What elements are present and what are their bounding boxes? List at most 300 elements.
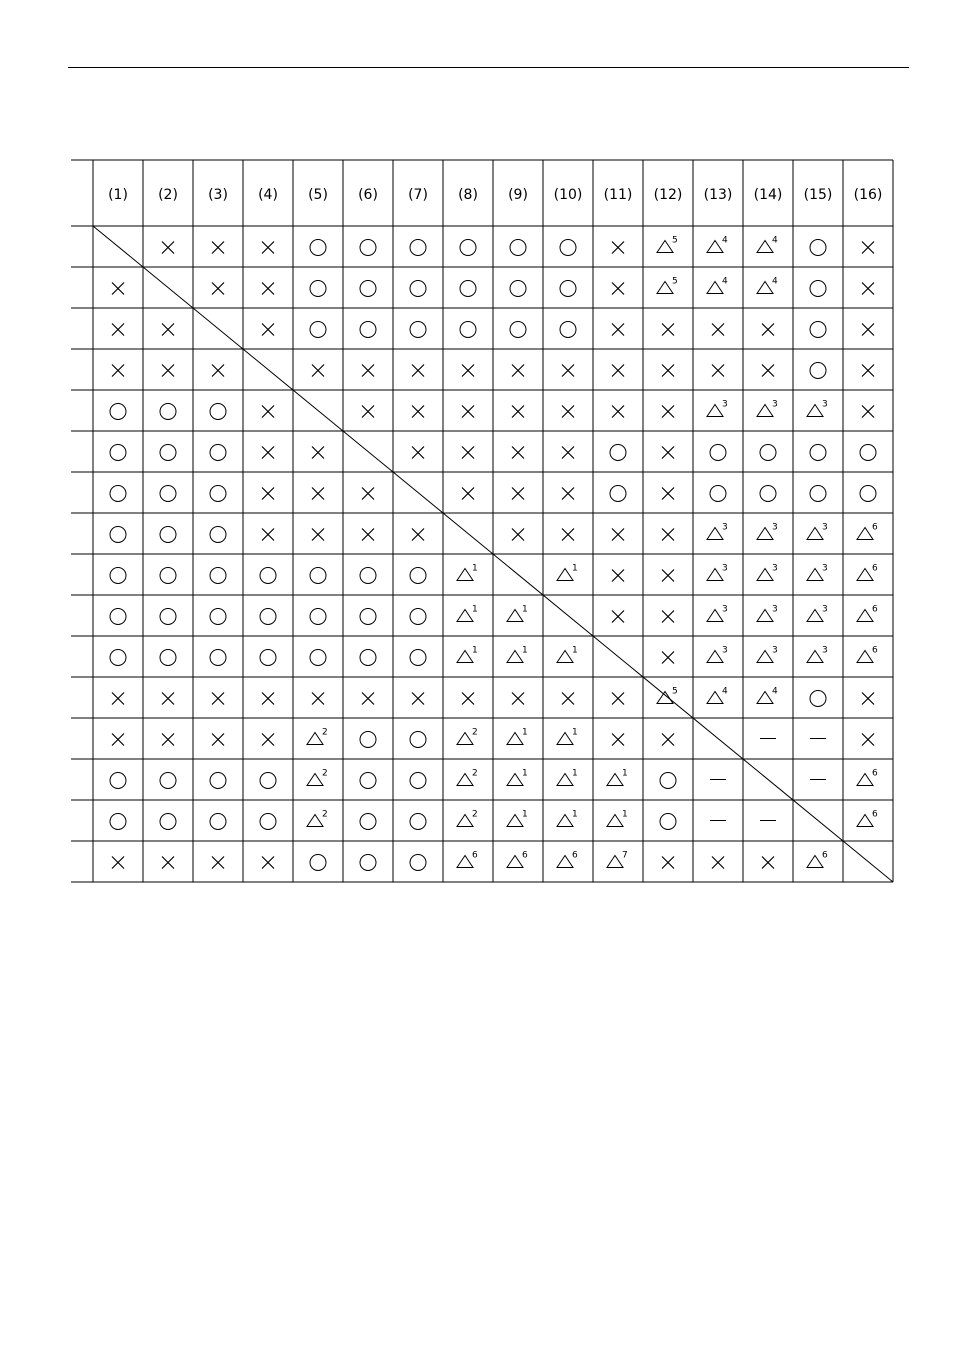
triangle-icon: [457, 856, 473, 868]
superscript: 2: [472, 809, 478, 820]
circle-icon: [110, 404, 126, 420]
triangle-icon: [507, 610, 523, 622]
matrix-cell: [262, 529, 274, 541]
matrix-cell: [307, 810, 328, 827]
matrix-cell: [210, 445, 226, 461]
triangle-icon: [807, 856, 823, 868]
matrix-cell: [757, 277, 778, 294]
matrix-cell: [710, 445, 726, 461]
triangle-icon: [807, 405, 823, 417]
circle-icon: [110, 486, 126, 502]
matrix-cell: [312, 693, 324, 705]
matrix-cell: [310, 568, 326, 584]
matrix-cell: [757, 646, 778, 663]
triangle-icon: [707, 241, 723, 253]
triangle-icon: [807, 528, 823, 540]
matrix-cell: [707, 687, 728, 704]
matrix-cell: [862, 283, 874, 295]
matrix-cell: [707, 605, 728, 622]
superscript: 6: [872, 768, 878, 779]
triangle-icon: [457, 774, 473, 786]
matrix-cell: [410, 814, 426, 830]
cross-icon: [862, 734, 874, 746]
triangle-icon: [657, 692, 673, 704]
cross-icon: [612, 529, 624, 541]
cross-icon: [662, 734, 674, 746]
circle-icon: [510, 322, 526, 338]
matrix-cell: [810, 281, 826, 297]
column-header: (5): [308, 187, 328, 203]
matrix-cell: [260, 609, 276, 625]
superscript: 6: [472, 850, 478, 861]
matrix-cell: [160, 609, 176, 625]
circle-icon: [260, 814, 276, 830]
superscript: 4: [772, 235, 778, 246]
circle-icon: [560, 281, 576, 297]
column-header: (6): [358, 187, 378, 203]
matrix-cell: [260, 650, 276, 666]
superscript: 1: [522, 645, 528, 656]
circle-icon: [160, 650, 176, 666]
circle-icon: [810, 363, 826, 379]
superscript: 2: [322, 768, 328, 779]
column-header: (7): [408, 187, 428, 203]
superscript: 4: [772, 686, 778, 697]
cross-icon: [262, 283, 274, 295]
cross-icon: [162, 734, 174, 746]
matrix-cell: [360, 773, 376, 789]
matrix-cell: [857, 646, 878, 663]
matrix-cell: [457, 646, 478, 663]
matrix-cell: [707, 400, 728, 417]
matrix-cell: [210, 527, 226, 543]
circle-icon: [410, 814, 426, 830]
column-header: (3): [208, 187, 228, 203]
cross-icon: [112, 734, 124, 746]
matrix-cell: [210, 404, 226, 420]
triangle-icon: [707, 610, 723, 622]
circle-icon: [160, 527, 176, 543]
circle-icon: [810, 281, 826, 297]
cross-icon: [112, 283, 124, 295]
circle-icon: [360, 281, 376, 297]
matrix-cell: [762, 857, 774, 869]
matrix-cell: [612, 324, 624, 336]
circle-icon: [110, 773, 126, 789]
triangle-icon: [457, 815, 473, 827]
triangle-icon: [757, 282, 773, 294]
cross-icon: [212, 693, 224, 705]
triangle-icon: [557, 569, 573, 581]
matrix-cell: [662, 857, 674, 869]
triangle-icon: [557, 651, 573, 663]
matrix-cell: [310, 322, 326, 338]
matrix-cell: [262, 447, 274, 459]
matrix-cell: [862, 242, 874, 254]
matrix-cell: [162, 242, 174, 254]
matrix-cell: [160, 773, 176, 789]
matrix-cell: [110, 445, 126, 461]
cross-icon: [662, 611, 674, 623]
matrix-cell: [410, 855, 426, 871]
matrix-cell: [362, 406, 374, 418]
circle-icon: [110, 609, 126, 625]
circle-icon: [360, 773, 376, 789]
cross-icon: [262, 324, 274, 336]
circle-icon: [310, 281, 326, 297]
matrix-cell: [662, 570, 674, 582]
circle-icon: [460, 240, 476, 256]
superscript: 3: [772, 645, 778, 656]
matrix-cell: [857, 523, 878, 540]
matrix-cell: [410, 609, 426, 625]
matrix-cell: [360, 650, 376, 666]
matrix-cell: [757, 400, 778, 417]
superscript: 2: [322, 727, 328, 738]
matrix-cell: [610, 445, 626, 461]
circle-icon: [160, 814, 176, 830]
matrix-cell: [807, 605, 828, 622]
circle-icon: [310, 322, 326, 338]
matrix-cell: [612, 365, 624, 377]
cross-icon: [562, 693, 574, 705]
matrix-cell: [212, 734, 224, 746]
matrix-cell: [412, 693, 424, 705]
matrix-cell: [707, 277, 728, 294]
matrix-cell: [557, 851, 578, 868]
circle-icon: [210, 568, 226, 584]
matrix-cell: [360, 322, 376, 338]
matrix-cell: [807, 564, 828, 581]
cross-icon: [612, 242, 624, 254]
cross-icon: [712, 365, 724, 377]
superscript: 3: [772, 563, 778, 574]
matrix-cell: [210, 568, 226, 584]
circle-icon: [210, 609, 226, 625]
matrix-cell: [612, 406, 624, 418]
matrix-cell: [762, 365, 774, 377]
triangle-icon: [457, 610, 473, 622]
matrix-cell: [310, 281, 326, 297]
matrix-cell: [110, 568, 126, 584]
triangle-icon: [557, 815, 573, 827]
matrix-cell: [312, 529, 324, 541]
circle-icon: [560, 322, 576, 338]
triangle-icon: [757, 692, 773, 704]
superscript: 5: [672, 235, 678, 246]
circle-icon: [410, 568, 426, 584]
matrix-cell: [410, 650, 426, 666]
superscript: 2: [472, 768, 478, 779]
matrix-cell: [512, 406, 524, 418]
matrix-cell: [410, 281, 426, 297]
circle-icon: [210, 527, 226, 543]
matrix-cell: [112, 283, 124, 295]
matrix-cell: [162, 324, 174, 336]
matrix-cell: [662, 529, 674, 541]
matrix-cell: [562, 693, 574, 705]
matrix-cell: [510, 240, 526, 256]
superscript: 1: [472, 563, 478, 574]
matrix-cell: [860, 486, 876, 502]
circle-icon: [810, 322, 826, 338]
cross-icon: [312, 529, 324, 541]
matrix-cell: [557, 769, 578, 786]
cross-icon: [662, 570, 674, 582]
cross-icon: [162, 242, 174, 254]
matrix-cell: [662, 734, 674, 746]
matrix-cell: [457, 769, 478, 786]
superscript: 1: [622, 768, 628, 779]
cross-icon: [562, 529, 574, 541]
superscript: 3: [822, 522, 828, 533]
circle-icon: [260, 773, 276, 789]
matrix-cell: [562, 529, 574, 541]
matrix-cell: [810, 486, 826, 502]
superscript: 4: [722, 276, 728, 287]
matrix-cell: [507, 605, 528, 622]
matrix-cell: [162, 857, 174, 869]
matrix-cell: [310, 609, 326, 625]
matrix-cell: [562, 488, 574, 500]
superscript: 7: [622, 850, 628, 861]
column-header: (11): [603, 187, 633, 203]
triangle-icon: [557, 856, 573, 868]
matrix-cell: [110, 486, 126, 502]
matrix-cell: [312, 447, 324, 459]
triangle-icon: [857, 569, 873, 581]
circle-icon: [760, 445, 776, 461]
cross-icon: [212, 857, 224, 869]
triangle-icon: [607, 815, 623, 827]
matrix-cell: [562, 447, 574, 459]
cross-icon: [312, 488, 324, 500]
superscript: 1: [622, 809, 628, 820]
triangle-icon: [657, 282, 673, 294]
circle-icon: [210, 486, 226, 502]
circle-icon: [860, 445, 876, 461]
cross-icon: [162, 693, 174, 705]
triangle-icon: [757, 528, 773, 540]
matrix-cell: [310, 855, 326, 871]
matrix-cell: [807, 851, 828, 868]
circle-icon: [660, 814, 676, 830]
matrix-cell: [160, 650, 176, 666]
matrix-cell: [657, 277, 678, 294]
circle-icon: [160, 609, 176, 625]
circle-icon: [510, 281, 526, 297]
circle-icon: [260, 568, 276, 584]
cross-icon: [362, 365, 374, 377]
matrix-cell: [460, 281, 476, 297]
cross-icon: [862, 242, 874, 254]
matrix-cell: [112, 365, 124, 377]
cross-icon: [362, 406, 374, 418]
column-header: (13): [703, 187, 733, 203]
matrix-cell: [512, 447, 524, 459]
matrix-cell: [507, 646, 528, 663]
circle-icon: [410, 650, 426, 666]
cross-icon: [712, 857, 724, 869]
superscript: 1: [522, 727, 528, 738]
matrix-cell: [307, 769, 328, 786]
matrix-cell: [362, 529, 374, 541]
cross-icon: [162, 857, 174, 869]
triangle-icon: [657, 241, 673, 253]
cross-icon: [662, 447, 674, 459]
cross-icon: [862, 406, 874, 418]
column-header: (15): [803, 187, 833, 203]
matrix-cell: [262, 488, 274, 500]
matrix-cell: [262, 734, 274, 746]
cross-icon: [612, 611, 624, 623]
matrix-cell: [612, 570, 624, 582]
matrix-cell: [757, 564, 778, 581]
matrix-cell: [712, 324, 724, 336]
cross-icon: [262, 447, 274, 459]
matrix-cell: [262, 242, 274, 254]
matrix-cell: [112, 857, 124, 869]
circle-icon: [460, 322, 476, 338]
cross-icon: [112, 365, 124, 377]
matrix-cell: [512, 488, 524, 500]
superscript: 6: [872, 809, 878, 820]
circle-icon: [360, 650, 376, 666]
triangle-icon: [707, 692, 723, 704]
cross-icon: [862, 283, 874, 295]
matrix-cell: [310, 240, 326, 256]
superscript: 3: [722, 399, 728, 410]
triangle-icon: [557, 774, 573, 786]
superscript: 1: [572, 727, 578, 738]
superscript: 3: [772, 604, 778, 615]
superscript: 6: [572, 850, 578, 861]
matrix-cell: [410, 732, 426, 748]
circle-icon: [160, 445, 176, 461]
cross-icon: [662, 365, 674, 377]
matrix-cell: [360, 855, 376, 871]
superscript: 2: [322, 809, 328, 820]
superscript: 3: [822, 645, 828, 656]
cross-icon: [662, 406, 674, 418]
superscript: 6: [872, 645, 878, 656]
cross-icon: [462, 447, 474, 459]
matrix-cell: [457, 605, 478, 622]
superscript: 3: [722, 645, 728, 656]
cross-icon: [462, 693, 474, 705]
cross-icon: [212, 242, 224, 254]
circle-icon: [310, 568, 326, 584]
matrix-cell: [562, 406, 574, 418]
triangle-icon: [807, 610, 823, 622]
cross-icon: [612, 283, 624, 295]
cross-icon: [762, 365, 774, 377]
matrix-cell: [210, 650, 226, 666]
superscript: 3: [722, 604, 728, 615]
matrix-cell: [707, 236, 728, 253]
matrix-cell: [610, 486, 626, 502]
circle-icon: [260, 609, 276, 625]
matrix-cell: [162, 734, 174, 746]
superscript: 1: [472, 604, 478, 615]
cross-icon: [162, 324, 174, 336]
triangle-icon: [607, 774, 623, 786]
matrix-cell: [860, 445, 876, 461]
circle-icon: [210, 773, 226, 789]
matrix-cell: [862, 365, 874, 377]
matrix-cell: [557, 728, 578, 745]
matrix-cell: [412, 406, 424, 418]
matrix-cell: [862, 693, 874, 705]
cross-icon: [712, 324, 724, 336]
matrix-cell: [757, 523, 778, 540]
matrix-cell: [710, 486, 726, 502]
circle-icon: [660, 773, 676, 789]
matrix-cell: [810, 240, 826, 256]
triangle-icon: [857, 815, 873, 827]
matrix-cell: [560, 281, 576, 297]
matrix-cell: [512, 693, 524, 705]
circle-icon: [360, 732, 376, 748]
triangle-icon: [707, 528, 723, 540]
matrix-cell: [857, 605, 878, 622]
matrix-cell: [110, 609, 126, 625]
cross-icon: [662, 857, 674, 869]
matrix-cell: [360, 609, 376, 625]
circle-icon: [410, 732, 426, 748]
superscript: 3: [772, 522, 778, 533]
superscript: 4: [722, 235, 728, 246]
matrix-cell: [607, 851, 628, 868]
matrix-cell: [210, 486, 226, 502]
matrix-cell: [412, 447, 424, 459]
cross-icon: [512, 406, 524, 418]
matrix-cell: [612, 611, 624, 623]
circle-icon: [810, 486, 826, 502]
superscript: 3: [822, 399, 828, 410]
matrix-cell: [760, 445, 776, 461]
circle-icon: [810, 445, 826, 461]
superscript: 4: [772, 276, 778, 287]
superscript: 4: [722, 686, 728, 697]
matrix-cell: [457, 851, 478, 868]
triangle-icon: [507, 856, 523, 868]
cross-icon: [312, 365, 324, 377]
triangle-icon: [707, 405, 723, 417]
circle-icon: [810, 691, 826, 707]
matrix-cell: [462, 447, 474, 459]
matrix-cell: [707, 646, 728, 663]
cross-icon: [762, 324, 774, 336]
superscript: 5: [672, 276, 678, 287]
triangle-icon: [557, 733, 573, 745]
matrix-cell: [810, 691, 826, 707]
superscript: 6: [522, 850, 528, 861]
matrix-cell: [757, 687, 778, 704]
matrix-cell: [457, 564, 478, 581]
matrix-cell: [362, 693, 374, 705]
matrix-cell: [707, 564, 728, 581]
cross-icon: [112, 324, 124, 336]
matrix-cell: [262, 857, 274, 869]
matrix-cell: [160, 568, 176, 584]
cross-icon: [262, 734, 274, 746]
matrix-cell: [210, 609, 226, 625]
matrix-cell: [210, 773, 226, 789]
matrix-cell: [112, 324, 124, 336]
matrix-cell: [612, 693, 624, 705]
matrix-cell: [160, 527, 176, 543]
